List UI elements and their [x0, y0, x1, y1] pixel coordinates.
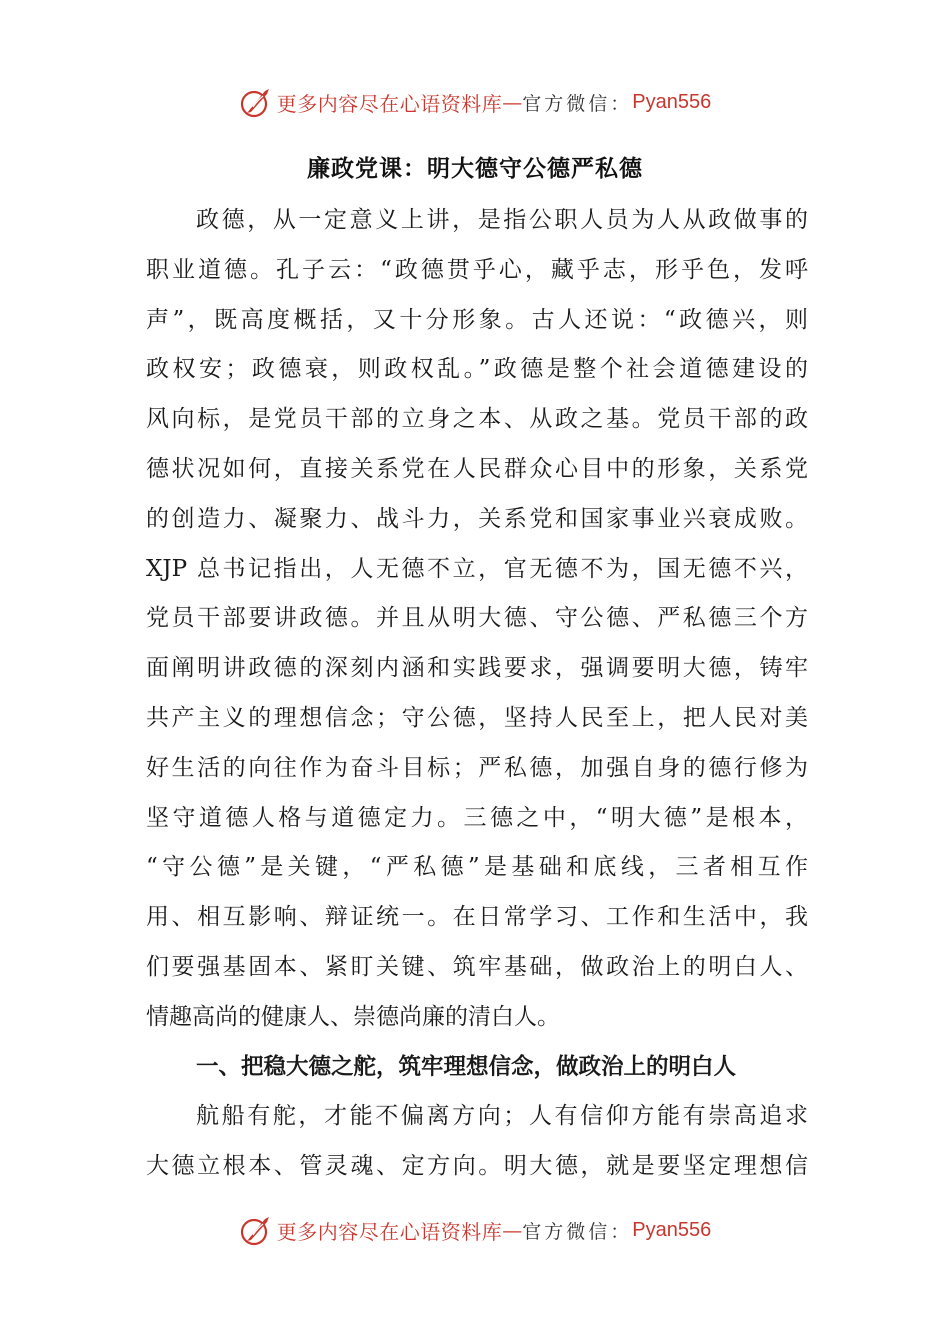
section-heading: 一、把稳大德之舵，筑牢理想信念，做政治上的明白人 — [196, 1053, 737, 1080]
text-line: 职业道德。孔子云：“政德贯乎心，藏乎志，形乎色，发呼 — [146, 256, 808, 283]
text-line: 面阐明讲政德的深刻内涵和实践要求，强调要明大德，铸牢 — [146, 655, 808, 682]
quill-logo-icon — [239, 85, 273, 119]
text-line: 的创造力、凝聚力、战斗力，关系党和国家事业兴衰成败。 — [146, 505, 808, 532]
text-line: 用、相互影响、辩证统一。在日常学习、工作和生活中，我 — [146, 904, 808, 931]
quill-logo-icon — [239, 1213, 273, 1247]
text-line: 声”，既高度概括，又十分形象。古人还说：“政德兴，则 — [146, 306, 808, 333]
banner-brand: 更多内容尽在心语资料库 — [276, 1219, 503, 1244]
header-banner — [0, 82, 950, 122]
text-line: 航船有舵，才能不偏离方向；人有信仰方能有崇高追求 — [196, 1103, 808, 1130]
document-body — [146, 196, 808, 1192]
text-line: 党员干部要讲政德。并且从明大德、守公德、严私德三个方 — [146, 605, 808, 632]
banner-wechat-label: 官方微信： — [522, 1220, 633, 1243]
text-line: 大德立根本、管灵魂、定方向。明大德，就是要坚定理想信 — [146, 1153, 808, 1180]
text-line: 坚守道德人格与道德定力。三德之中，“明大德”是根本， — [146, 804, 808, 831]
text-line: 德状况如何，直接关系党在人民群众心目中的形象，关系党 — [146, 455, 808, 482]
banner-dash: — — [502, 90, 523, 114]
banner-dash: — — [502, 1218, 523, 1242]
text-line: 风向标，是党员干部的立身之本、从政之基。党员干部的政 — [146, 406, 808, 433]
text-line: 们要强基固本、紧盯关键、筑牢基础，做政治上的明白人、 — [146, 953, 808, 980]
banner-brand: 更多内容尽在心语资料库 — [276, 91, 503, 116]
document-title: 廉政党课：明大德守公德严私德 — [307, 156, 643, 182]
text-line: “守公德”是关键，“严私德”是基础和底线，三者相互作 — [146, 854, 808, 881]
text-line: XJP 总书记指出，人无德不立，官无德不为，国无德不兴， — [146, 555, 808, 582]
footer-banner — [0, 1210, 950, 1250]
banner-wechat-id: Pyan556 — [632, 90, 712, 113]
text-line: 好生活的向往作为奋斗目标；严私德，加强自身的德行修为 — [146, 754, 808, 781]
text-line: 情趣高尚的健康人、崇德尚廉的清白人。 — [146, 1003, 560, 1030]
text-line: 政德，从一定意义上讲，是指公职人员为人从政做事的 — [196, 207, 808, 233]
text-line: 政权安；政德衰，则政权乱。”政德是整个社会道德建设的 — [146, 356, 808, 383]
banner-wechat-label: 官方微信： — [522, 92, 633, 115]
text-line: 共产主义的理想信念；守公德，坚持人民至上，把人民对美 — [146, 704, 808, 731]
banner-wechat-id: Pyan556 — [632, 1218, 712, 1241]
